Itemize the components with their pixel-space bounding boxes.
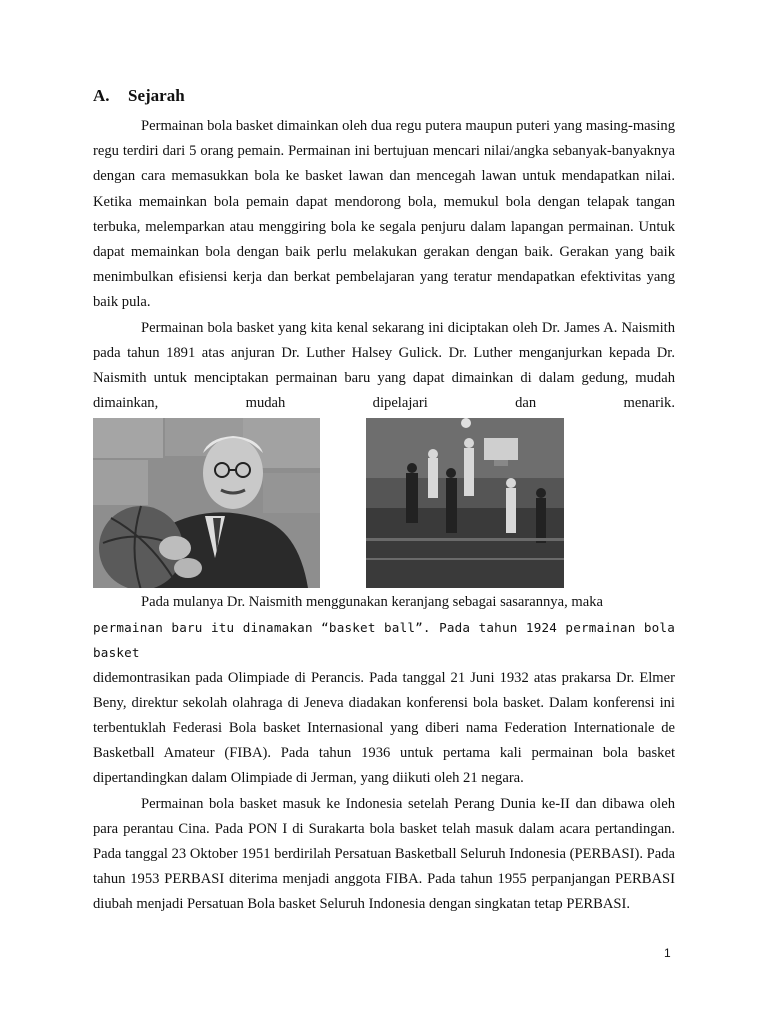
- section-title: Sejarah: [128, 86, 185, 105]
- paragraph-history-intro: Permainan bola basket dimainkan oleh dua regu putera maupun puteri yang masing-masing regu terdiri dari 5 orang pemain. Permainan ini bertujuan mencari nilai/angka sebanyak-banyaknya dengan cara memasukkan bola ke basket lawan dan mencegah lawan untuk mendapatkan nilai. Ketika memainkan bola pemain dapat mendorong bola, memukul bola dengan telapak tangan terbuka, melemparkan atau menggiring bola ke segala penjuru dalam lapangan permainan. Untuk dapat memainkan bola dengan baik perlu melakukan gerakan dengan baik. Gerakan yang baik menimbulkan efisiensi kerja dan berkat pembelajaran yang teratur mendapatkan efektivitas yang baik pula.: [93, 118, 675, 311]
- paragraph-indonesia-history: Permainan bola basket masuk ke Indonesia setelah Perang Dunia ke-II dan dibawa oleh para perantau Cina. Pada PON I di Surakarta bola basket telah masuk dalam acara pertandingan. Pada tanggal 23 Oktober 1951 berdirilah Persatuan Basketball Seluruh Indonesia (PERBASI). Pada tahun 1953 PERBASI diterima menjadi anggota FIBA. Pada tahun 1955 perpanjangan PERBASI diubah menjadi Persatuan Bola basket Seluruh Indonesia dengan singkatan tetap PERBASI.: [93, 795, 676, 913]
- text-block-bottom: [93, 590, 675, 918]
- paragraph-fiba-history: didemontrasikan pada Olimpiade di Perancis. Pada tanggal 21 Juni 1932 atas prakarsa Dr. Elmer Beny, direktur sekolah olahraga di Jeneva diadakan konferensi bola basket. Dalam konferensi ini terbentuklah Federasi Bola basket Internasional yang diberi nama Federation Internationale de Basketball Amateur (FIBA). Pada tahun 1936 untuk pertama kali permainan bola basket dipertandingkan dalam Olimpiade di Jerman, yang diikuti oleh 21 negara.: [93, 669, 675, 787]
- photo-james-naismith: [93, 418, 320, 588]
- page-number: 1: [664, 946, 671, 960]
- section-heading: [93, 86, 185, 106]
- photo-basketball-game: [366, 418, 564, 588]
- basketball-game-illustration: [366, 418, 564, 588]
- paragraph-basket-naming-line: permainan baru itu dinamakan “basket ball”. Pada tahun 1924 permainan bola basket: [93, 620, 675, 661]
- paragraph-naismith-invention: Permainan bola basket yang kita kenal sekarang ini diciptakan oleh Dr. James A. Naismith pada tahun 1891 atas anjuran Dr. Luther Halsey Gulick. Dr. Luther menganjurkan kepada Dr. Naismith untuk menciptakan permainan baru yang dapat dimainkan di dalam gedung, mudah dimainkan, mudah dipelajari dan menarik.: [93, 319, 675, 412]
- section-number: A.: [93, 86, 110, 105]
- naismith-illustration: [93, 418, 320, 588]
- paragraph-basket-naming-start: Pada mulanya Dr. Naismith menggunakan keranjang sebagai sasarannya, maka: [141, 594, 603, 610]
- text-block-top: [93, 114, 675, 416]
